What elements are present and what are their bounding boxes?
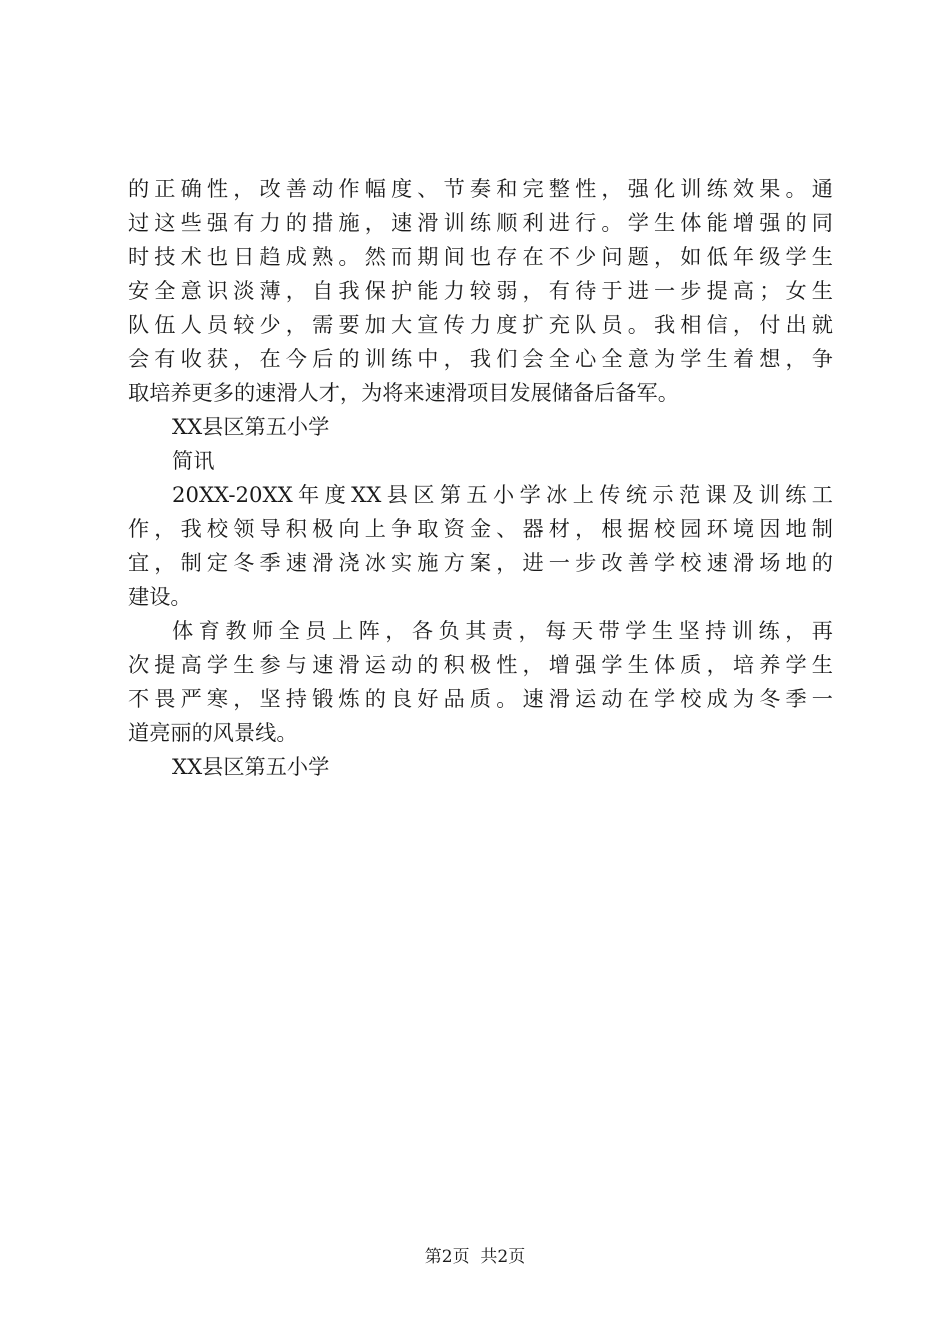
text-line: 安全意识淡薄，自我保护能力较弱，有待于进一步提高；女生 — [128, 278, 833, 303]
paragraph-news-brief — [128, 478, 833, 614]
text-line: 会有收获，在今后的训练中，我们会全心全意为学生着想，争 — [128, 346, 833, 371]
document-body — [128, 172, 833, 784]
text-line: 队伍人员较少，需要加大宣传力度扩充队员。我相信，付出就 — [128, 312, 833, 337]
text-line: 的正确性，改善动作幅度、节奏和完整性，强化训练效果。通 — [128, 176, 833, 201]
text-line: 时技术也日趋成熟。然而期间也存在不少问题，如低年级学生 — [128, 244, 833, 269]
text-line: 作，我校领导积极向上争取资金、器材，根据校园环境因地制 — [128, 516, 833, 541]
text-line: 道亮丽的风景线。 — [128, 720, 298, 745]
text-line: 过这些强有力的措施，速滑训练顺利进行。学生体能增强的同 — [128, 210, 833, 235]
school-signature: XX县区第五小学 — [172, 414, 330, 439]
paragraph-teachers — [128, 614, 833, 750]
text-line: 建设。 — [128, 584, 192, 609]
school-signature: XX县区第五小学 — [172, 754, 330, 779]
text-line: 次提高学生参与速滑运动的积极性，增强学生体质，培养学生 — [128, 652, 833, 677]
paragraph-training-summary — [128, 172, 833, 410]
text-line: 宜，制定冬季速滑浇冰实施方案，进一步改善学校速滑场地的 — [128, 550, 833, 575]
text-line: 20XX-20XX年度XX县区第五小学冰上传统示范课及训练工 — [172, 482, 833, 507]
page-number-info: 第2页 共2页 — [424, 1247, 526, 1267]
text-line: 不畏严寒，坚持锻炼的良好品质。速滑运动在学校成为冬季一 — [128, 686, 833, 711]
page-footer — [0, 1245, 950, 1269]
text-line: 体育教师全员上阵，各负其责，每天带学生坚持训练，再 — [172, 618, 833, 643]
text-line: 取培养更多的速滑人才，为将来速滑项目发展储备后备军。 — [128, 380, 679, 405]
section-heading: 简讯 — [172, 448, 215, 473]
